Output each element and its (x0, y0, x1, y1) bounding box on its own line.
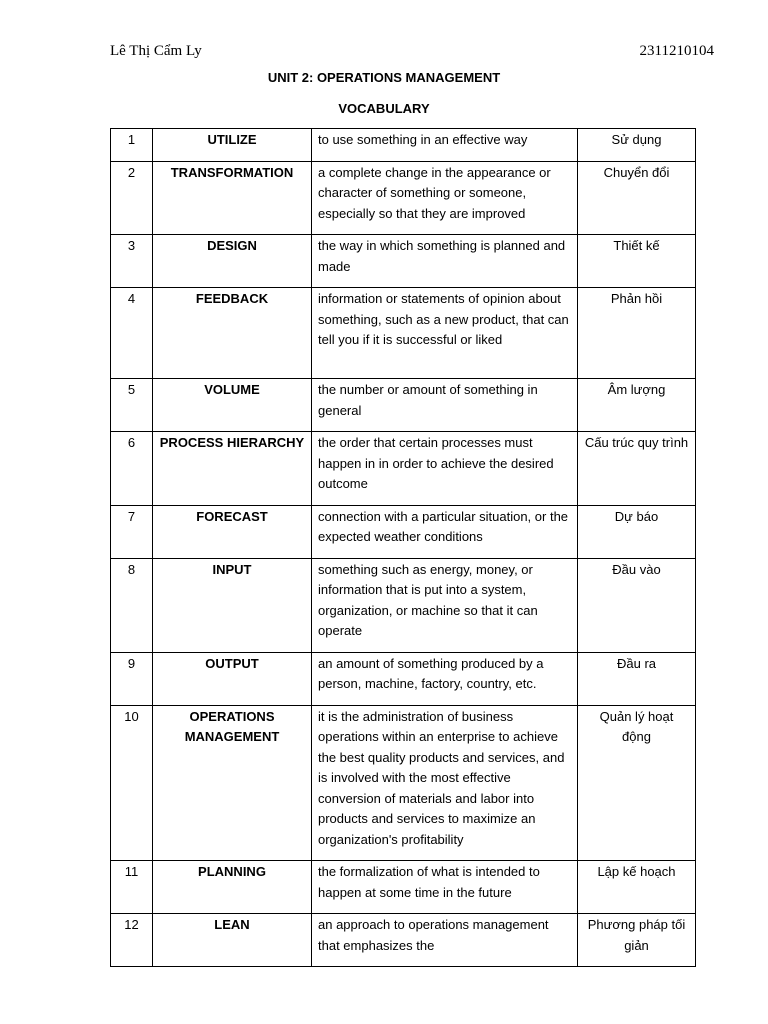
vietnamese-translation: Thiết kế (578, 235, 696, 288)
row-number: 8 (111, 558, 153, 652)
table-row (111, 861, 696, 914)
vocab-term: OPERATIONS MANAGEMENT (153, 705, 312, 861)
vocab-term: PLANNING (153, 861, 312, 914)
vietnamese-translation: Quản lý hoạt động (578, 705, 696, 861)
table-row (111, 288, 696, 379)
table-row (111, 505, 696, 558)
row-number: 9 (111, 652, 153, 705)
table-row (111, 705, 696, 861)
vocab-term: LEAN (153, 914, 312, 967)
vocab-definition: an amount of something produced by a person, machine, factory, country, etc. (312, 652, 578, 705)
vietnamese-translation: Đầu vào (578, 558, 696, 652)
table-row (111, 432, 696, 506)
vocab-definition: connection with a particular situation, or the expected weather conditions (312, 505, 578, 558)
vietnamese-translation: Sử dụng (578, 129, 696, 162)
vocab-term: TRANSFORMATION (153, 161, 312, 235)
vocab-term: FORECAST (153, 505, 312, 558)
vocab-definition: it is the administration of business operations within an enterprise to achieve the best quality products and services, and is involved with the most effective conversion of materials and labor into products and services to maximize an organization's profitability (312, 705, 578, 861)
vocab-term: OUTPUT (153, 652, 312, 705)
table-row (111, 235, 696, 288)
vietnamese-translation: Chuyển đổi (578, 161, 696, 235)
table-row (111, 652, 696, 705)
table-row (111, 161, 696, 235)
vietnamese-translation: Phản hồi (578, 288, 696, 379)
vocab-definition: information or statements of opinion about something, such as a new product, that can tell you if it is successful or liked (312, 288, 578, 379)
section-title: VOCABULARY (338, 101, 430, 116)
vietnamese-translation: Cấu trúc quy trình (578, 432, 696, 506)
vocab-term: UTILIZE (153, 129, 312, 162)
vocab-definition: the formalization of what is intended to happen at some time in the future (312, 861, 578, 914)
vietnamese-translation: Đầu ra (578, 652, 696, 705)
row-number: 10 (111, 705, 153, 861)
vocab-definition: a complete change in the appearance or character of something or someone, especially so that they are improved (312, 161, 578, 235)
row-number: 6 (111, 432, 153, 506)
vietnamese-translation: Âm lượng (578, 379, 696, 432)
row-number: 3 (111, 235, 153, 288)
table-row (111, 129, 696, 162)
vocab-definition: to use something in an effective way (312, 129, 578, 162)
vocab-term: DESIGN (153, 235, 312, 288)
vocab-term: FEEDBACK (153, 288, 312, 379)
row-number: 7 (111, 505, 153, 558)
row-number: 11 (111, 861, 153, 914)
vocab-definition: the order that certain processes must happen in in order to achieve the desired outcome (312, 432, 578, 506)
vocab-definition: something such as energy, money, or information that is put into a system, organization, or machine so that it can operate (312, 558, 578, 652)
row-number: 1 (111, 129, 153, 162)
row-number: 2 (111, 161, 153, 235)
student-name: Lê Thị Cẩm Ly (110, 43, 202, 59)
vietnamese-translation: Lập kế hoạch (578, 861, 696, 914)
vocab-term: PROCESS HIERARCHY (153, 432, 312, 506)
row-number: 12 (111, 914, 153, 967)
vocabulary-table (110, 128, 696, 967)
table-row (111, 379, 696, 432)
vocab-definition: the way in which something is planned and made (312, 235, 578, 288)
vietnamese-translation: Dự báo (578, 505, 696, 558)
row-number: 5 (111, 379, 153, 432)
student-id: 2311210104 (639, 43, 714, 59)
row-number: 4 (111, 288, 153, 379)
vocab-definition: the number or amount of something in general (312, 379, 578, 432)
table-row (111, 558, 696, 652)
vocab-term: VOLUME (153, 379, 312, 432)
unit-title: UNIT 2: OPERATIONS MANAGEMENT (267, 70, 501, 85)
vocab-term: INPUT (153, 558, 312, 652)
vocab-definition: an approach to operations management that emphasizes the (312, 914, 578, 967)
table-row (111, 914, 696, 967)
vietnamese-translation: Phương pháp tối giản (578, 914, 696, 967)
